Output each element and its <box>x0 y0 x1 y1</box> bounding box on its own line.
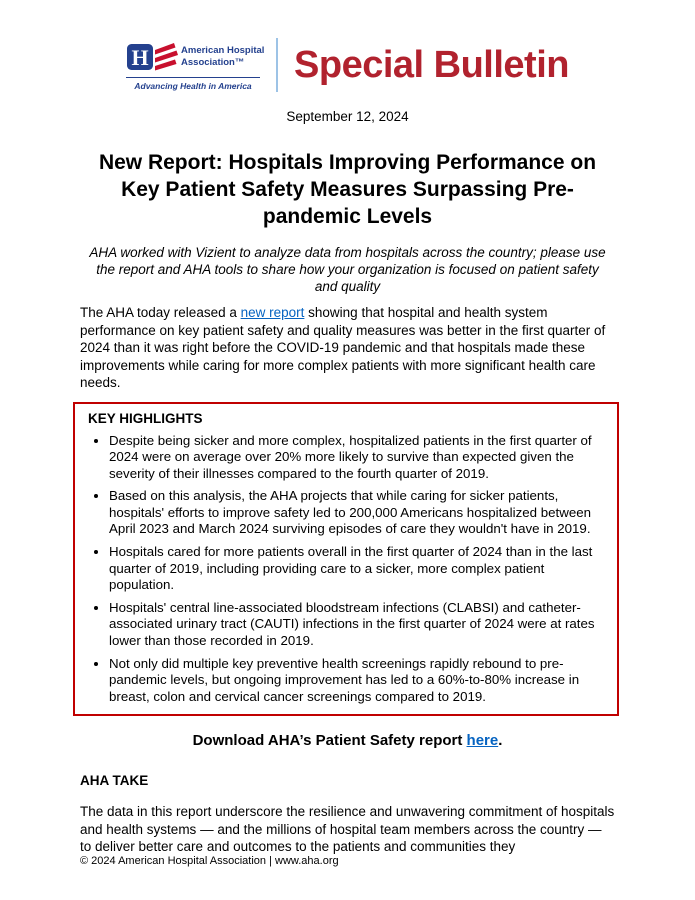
aha-logo-text <box>181 45 264 67</box>
intro-text-after: showing that hospital and health system performance on key patient safety and quality measures was better in the first quarter of 2024 than it was right before the COVID-19 pandemic and that hospitals made these improvements while caring for more complex patients with more significant health care needs. <box>80 305 606 390</box>
aha-logo-top <box>126 40 265 74</box>
masthead <box>80 38 615 92</box>
key-highlights-list <box>88 433 604 706</box>
download-text-after: . <box>498 732 503 750</box>
highlight-bullet: • Not only did multiple key preventive health screenings rapidly rebound to pre-pandemic levels, but ongoing improvement has led to a 60%-to-80% increase in breast, colon and cervical cancer screenings compared to 2019. <box>109 656 604 706</box>
highlight-bullet: • Hospitals cared for more patients overall in the first quarter of 2024 than in the last quarter of 2019, including providing care to a sicker, more complex patient population. <box>109 544 604 594</box>
aha-take-heading: AHA TAKE <box>80 773 149 789</box>
download-text-before: Download AHA’s Patient Safety report <box>192 732 467 750</box>
publication-date: September 12, 2024 <box>286 109 409 124</box>
page-footer: © 2024 American Hospital Association | www.aha.org <box>80 855 339 867</box>
highlight-bullet: • Based on this analysis, the AHA projects that while caring for sicker patients, hospitals' efforts to improve safety led to 200,000 Americans hospitalized between April 2023 and March 2024 surviving episodes of care they wouldn't have in 2019. <box>109 488 604 538</box>
download-line <box>80 732 615 749</box>
aha-take-paragraph: The data in this report underscore the resilience and unwavering commitment of hospitals and health systems — and the millions of hospital team members across the country — to deliver better care and outcomes to the patients and communities they <box>80 804 615 855</box>
logo-rule <box>126 77 260 78</box>
highlight-bullet: • Hospitals' central line-associated bloodstream infections (CLABSI) and catheter-associated urinary tract (CAUTI) infections in the first quarter of 2024 were at rates lower than those recorded in 2019. <box>109 600 604 650</box>
svg-text:H: H <box>131 44 149 70</box>
aha-flag-h-icon <box>126 40 178 74</box>
subtitle: AHA worked with Vizient to analyze data from hospitals across the country; please use the report and AHA tools to share how your organization is focused on patient safety and quality <box>89 245 606 294</box>
key-highlights-box <box>73 402 619 717</box>
aha-tagline: Advancing Health in America <box>134 80 252 91</box>
headline: New Report: Hospitals Improving Performance on Key Patient Safety Measures Surpassing Pre-pandemic Levels <box>98 151 597 228</box>
aha-logo <box>126 40 265 91</box>
masthead-divider <box>276 38 278 92</box>
aha-org-line1: American Hospital <box>181 45 265 57</box>
bulletin-title: Special Bulletin <box>294 43 569 86</box>
intro-paragraph <box>80 304 615 392</box>
highlight-bullet: • Despite being sicker and more complex, hospitalized patients in the first quarter of 2024 were on average over 20% more likely to survive than expected given the severity of their illnesses compared to the fourth quarter of 2019. <box>109 433 604 483</box>
aha-org-line2: Association™ <box>181 56 245 68</box>
download-here-link[interactable]: here <box>466 732 499 750</box>
new-report-link[interactable]: new report <box>240 305 305 320</box>
intro-text-before: The AHA today released a <box>80 305 241 320</box>
key-highlights-title: KEY HIGHLIGHTS <box>88 410 203 426</box>
